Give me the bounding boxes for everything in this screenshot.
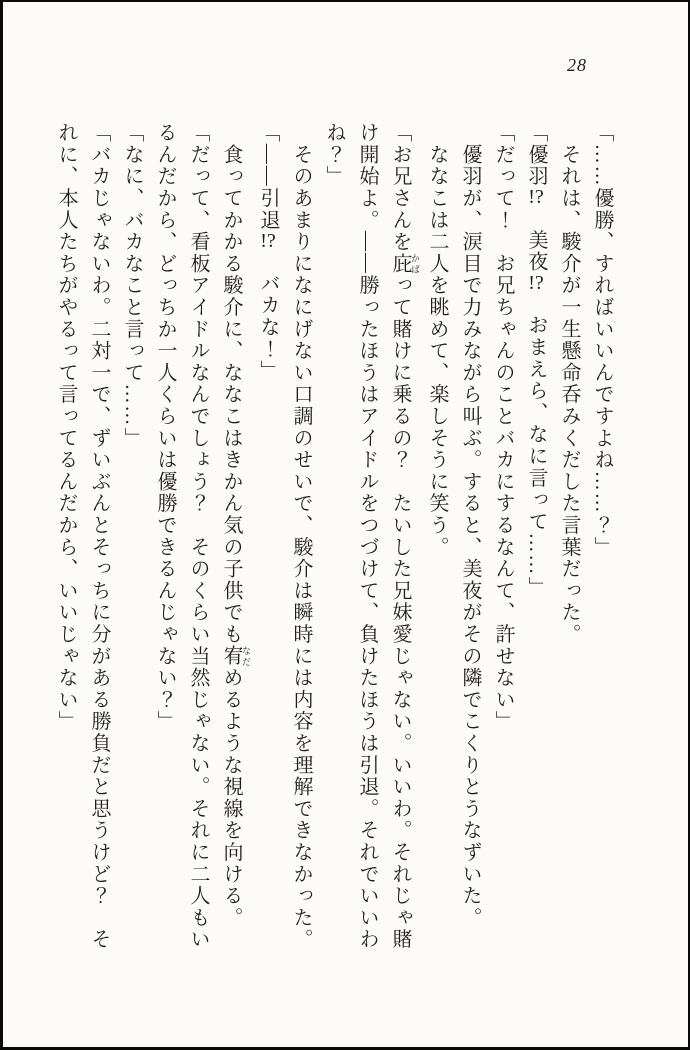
ruby-annotated-char: 宥 なだ [220,645,251,668]
text-line: ななこは二人を眺めて、楽しそうに笑う。 [426,122,448,558]
ruby-annotated-char: 庇 かば [389,252,420,275]
text-line: それは、駿介が一生懸命呑みくだした言葉だった。 [558,122,580,646]
page-number: 28 [567,55,587,75]
text-line: 「なに、バカなこと言って……」 [121,122,143,449]
text-line: 「だって！ お兄ちゃんのことバカにするなんて、許せない」 [492,122,514,733]
text-line: け開始よ。――勝ったほうはアイドルをつづけて、負けたほうは引退。それでいいわ [356,122,378,951]
text-line: 「バカじゃないわ。二対一で、ずいぶんとそっちに分がある勝負だと思うけど？ そ [88,122,110,951]
text-line: 「お兄さんを庇 かばって賭けに乗るの？ たいした兄妹愛じゃない。いいわ。それじゃ賭 [389,122,420,951]
text-line: 優羽が、涙目で力みながら叫ぶ。すると、美夜がその隣でこくりとうなずいた。 [459,122,481,929]
tate-chu-yoko: !? [528,272,544,293]
text-line: 食ってかかる駿介に、ななこはきかん気の子供でも宥 なだめるような視線を向ける。 [220,122,251,929]
text-block [49,122,618,960]
text-line: 「だって、看板アイドルなんでしょう？ そのくらい当然じゃない。それに二人もい [187,122,209,951]
text-line: ね？」 [323,122,345,188]
text-line: 「――引退!? バカな！」 [257,122,279,382]
tate-chu-yoko: !? [528,187,544,208]
text-line: 「優羽!? 美夜!? おまえら、なに言って……」 [525,122,547,599]
text-line: れに、本人たちがやるって言ってるんだから、いいじゃない」 [55,122,77,733]
text-line: 「……優勝、すればいいんですよね……？」 [591,122,613,558]
text-line: るんだから、どっちか一人くらいは優勝できるんじゃない？」 [154,122,176,733]
text-line: そのあまりになにげない口調のせいで、駿介は瞬時には内容を理解できなかった。 [290,122,312,951]
tate-chu-yoko: !? [260,231,276,251]
